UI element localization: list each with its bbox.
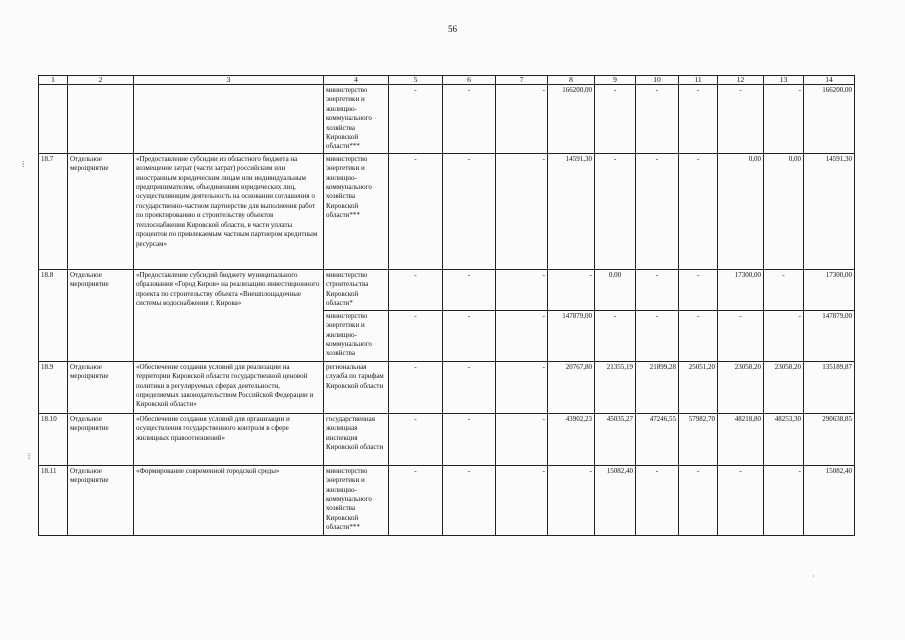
cell-value: - [389,465,443,535]
cell-organization: министерство энергетики и жилищно-коммунального хозяйства Кировской области*** [324,153,389,269]
cell-value: - [764,310,804,361]
cell-number: 18.8 [39,269,68,361]
cell-value: 147879,00 [548,310,595,361]
budget-table [38,75,855,536]
cell-value: - [389,310,443,361]
cell-value: 17300,00 [804,269,855,310]
column-header: 8 [548,76,595,85]
scan-mark: · [812,572,815,581]
header-row [39,76,855,85]
cell-value: - [679,153,718,269]
cell-value: - [595,310,636,361]
cell-value: 147879,00 [804,310,855,361]
cell-value: - [443,153,496,269]
column-header: 14 [804,76,855,85]
cell-organization: министерство строительства Кировской области* [324,269,389,310]
cell-value: 23058,20 [764,361,804,413]
cell-value: - [679,310,718,361]
cell-value: - [443,361,496,413]
cell-value: 14591,30 [548,153,595,269]
cell-organization: региональная служба по тарифам Кировской области [324,361,389,413]
column-header: 4 [324,76,389,85]
cell-value: 15082,40 [595,465,636,535]
cell-value: - [718,85,764,154]
cell-description: «Обеспечение создания условий для организации и осуществления государственного контроля в сфере жилищных правоотношений» [134,413,324,465]
table-row [39,85,855,154]
cell-type: Отдельное мероприятие [68,269,134,361]
cell-value: 290638,85 [804,413,855,465]
cell-value: - [764,85,804,154]
cell-value: 0,00 [764,153,804,269]
cell-value: - [443,465,496,535]
column-header: 6 [443,76,496,85]
cell-value: 135189,87 [804,361,855,413]
cell-value: - [636,465,679,535]
cell-value: 21355,19 [595,361,636,413]
cell-value: 25051,20 [679,361,718,413]
cell-value: - [496,413,548,465]
column-header: 11 [679,76,718,85]
scan-mark: ⁞ [22,160,25,169]
table-row [39,361,855,413]
cell-value: - [496,465,548,535]
cell-description: «Предоставление субсидий бюджету муниципального образования «Город Киров» на реализацию инвестиционного проекта по строительству объекта «Внешплощадочные системы водоснабжения г. Кирова» [134,269,324,361]
cell-type: Отдельное мероприятие [68,413,134,465]
page-number: 56 [448,24,457,34]
cell-value: 14591,30 [804,153,855,269]
cell-value: - [718,465,764,535]
cell-value: - [679,465,718,535]
cell-value: - [496,361,548,413]
scan-mark: ⁞ [28,452,31,461]
cell-value: - [443,310,496,361]
cell-number: 18.9 [39,361,68,413]
cell-value: 15082,40 [804,465,855,535]
cell-type: Отдельное мероприятие [68,361,134,413]
cell-value: - [636,310,679,361]
column-header: 13 [764,76,804,85]
cell-number: 18.7 [39,153,68,269]
cell-value: - [636,153,679,269]
cell-organization: министерство энергетики и жилищно-коммунального хозяйства Кировской области*** [324,465,389,535]
cell-value: 48218,80 [718,413,764,465]
cell-value: 43902,23 [548,413,595,465]
cell-value: 166200,00 [548,85,595,154]
cell-value: 47246,55 [636,413,679,465]
column-header: 2 [68,76,134,85]
cell-value: 0,00 [718,153,764,269]
cell-value: - [636,85,679,154]
cell-value: - [764,465,804,535]
cell-organization: государственная жилищная инспекция Кировской области [324,413,389,465]
cell-value: - [595,153,636,269]
table-row [39,465,855,535]
cell-value: - [548,465,595,535]
table-row [39,413,855,465]
cell-value: - [389,85,443,154]
cell-type: Отдельное мероприятие [68,465,134,535]
cell-value: - [718,310,764,361]
cell-number: 18.11 [39,465,68,535]
column-header: 9 [595,76,636,85]
cell-value: 57982,70 [679,413,718,465]
cell-value: - [679,85,718,154]
cell-value: - [443,413,496,465]
cell-value: - [389,153,443,269]
cell-value: 166200,00 [804,85,855,154]
column-header: 3 [134,76,324,85]
cell-value: - [679,269,718,310]
cell-value: 45035,27 [595,413,636,465]
cell-value: 0,00 [595,269,636,310]
cell-value: - [389,413,443,465]
cell-value: - [764,269,804,310]
cell-value: - [389,269,443,310]
cell-value: - [389,361,443,413]
cell-value: - [496,85,548,154]
cell-value: 20767,80 [548,361,595,413]
cell-organization: министерство энергетики и жилищно-коммунального хозяйства Кировской области*** [324,85,389,154]
cell-description: «Предоставление субсидии из областного бюджета на возмещение затрат (части затрат) российским или иностранным юридическим лицам или индивидуальным предпринимателям, объединениям юридических лиц, осуществляющим деятельность на основании соглашения о государственно-частном партнерстве для выполнения работ по проектированию и строительству объектов теплоснабжения Кировской области, в части уплаты процентов по привлекаемым частным партнером кредитным ресурсам» [134,153,324,269]
cell-value: 23058,20 [718,361,764,413]
table-row [39,269,855,310]
cell-description: «Обеспечение создания условий для реализации на территории Кировской области государственной ценовой политики в регулируемых сферах деятельности, определяемых законодательством Российской Федерации и Кировской области» [134,361,324,413]
cell-value: 21899,28 [636,361,679,413]
cell-value: - [636,269,679,310]
cell-type [68,85,134,154]
cell-description: «Формирование современной городской среды» [134,465,324,535]
column-header: 12 [718,76,764,85]
cell-description [134,85,324,154]
column-header: 5 [389,76,443,85]
cell-number [39,85,68,154]
cell-organization: министерство энергетики и жилищно-коммунального хозяйства [324,310,389,361]
cell-value: - [443,85,496,154]
column-header: 10 [636,76,679,85]
column-header: 7 [496,76,548,85]
cell-value: 17300,00 [718,269,764,310]
cell-type: Отдельное мероприятие [68,153,134,269]
cell-number: 18.10 [39,413,68,465]
cell-value: - [496,310,548,361]
cell-value: - [548,269,595,310]
cell-value: - [496,269,548,310]
cell-value: - [595,85,636,154]
cell-value: - [443,269,496,310]
cell-value: - [496,153,548,269]
cell-value: 48253,30 [764,413,804,465]
table-row [39,153,855,269]
column-header: 1 [39,76,68,85]
